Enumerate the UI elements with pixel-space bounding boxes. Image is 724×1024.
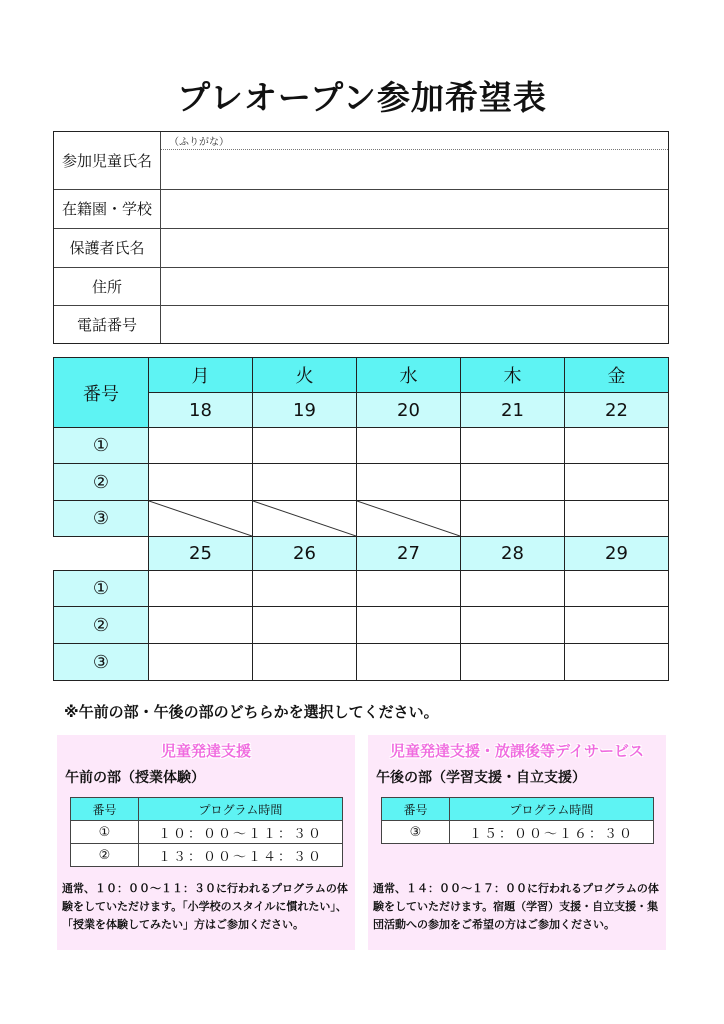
- program-header-number: 番号: [71, 798, 139, 821]
- schedule-table: [53, 357, 669, 681]
- date-header: 22: [565, 393, 669, 428]
- program-time: １５：００〜１６：３０: [450, 821, 654, 844]
- label-guardian-name: 保護者氏名: [54, 228, 161, 267]
- slot-label: ②: [54, 464, 149, 501]
- label-school: 在籍園・学校: [54, 189, 161, 228]
- selection-note: ※午前の部・午後の部のどちらかを選択してください。: [64, 703, 439, 721]
- schedule-cell[interactable]: [149, 607, 253, 644]
- strike-line-icon: [357, 501, 460, 536]
- date-header: 27: [357, 537, 461, 571]
- session-description: 通常、１４：００〜１７：００に行われるプログラムの体験をしていただけます。宿題（学習）支援・自立支援・集団活動への参加をご希望の方はご参加ください。: [373, 882, 659, 931]
- schedule-cell[interactable]: [357, 464, 461, 501]
- applicant-info-form: [53, 131, 669, 344]
- schedule-cell[interactable]: [461, 607, 565, 644]
- schedule-cell[interactable]: [565, 464, 669, 501]
- schedule-cell[interactable]: [253, 464, 357, 501]
- day-header: 木: [461, 358, 565, 393]
- program-time: １３：００〜１４：３０: [139, 844, 343, 867]
- day-header: 水: [357, 358, 461, 393]
- schedule-cell[interactable]: [253, 644, 357, 681]
- schedule-cell[interactable]: [461, 501, 565, 537]
- unavailable-cell: [149, 501, 253, 537]
- schedule-cell[interactable]: [357, 644, 461, 681]
- program-number: ①: [71, 821, 139, 844]
- date-header: 20: [357, 393, 461, 428]
- schedule-cell[interactable]: [253, 428, 357, 464]
- number-header: 番号: [54, 358, 149, 428]
- address-field[interactable]: [161, 267, 668, 305]
- program-table: [70, 797, 343, 867]
- label-phone: 電話番号: [54, 305, 161, 343]
- afternoon-session-panel: [368, 735, 666, 950]
- morning-session-panel: [57, 735, 355, 950]
- schedule-cell[interactable]: [149, 644, 253, 681]
- unavailable-cell: [357, 501, 461, 537]
- session-title: 午前の部（授業体験）: [65, 770, 205, 786]
- date-header: 21: [461, 393, 565, 428]
- date-header: 25: [149, 537, 253, 571]
- service-badge: 児童発達支援: [160, 742, 251, 760]
- schedule-cell[interactable]: [461, 644, 565, 681]
- guardian-name-field[interactable]: [161, 228, 668, 267]
- school-field[interactable]: [161, 189, 668, 228]
- session-title: 午後の部（学習支援・自立支援）: [376, 770, 586, 786]
- schedule-cell[interactable]: [461, 428, 565, 464]
- day-header: 月: [149, 358, 253, 393]
- schedule-cell[interactable]: [461, 464, 565, 501]
- child-name-field[interactable]: [161, 149, 668, 189]
- program-header-number: 番号: [382, 798, 450, 821]
- page-title: プレオープン参加希望表: [177, 78, 547, 117]
- schedule-cell[interactable]: [565, 571, 669, 607]
- program-header-time: プログラム時間: [139, 798, 343, 821]
- program-time: １０：００〜１１：３０: [139, 821, 343, 844]
- day-header: 火: [253, 358, 357, 393]
- schedule-cell[interactable]: [149, 428, 253, 464]
- strike-line-icon: [149, 501, 252, 536]
- schedule-cell[interactable]: [565, 501, 669, 537]
- program-number: ②: [71, 844, 139, 867]
- slot-label: ②: [54, 607, 149, 644]
- schedule-cell[interactable]: [565, 428, 669, 464]
- date-header: 18: [149, 393, 253, 428]
- date-header: 26: [253, 537, 357, 571]
- schedule-cell[interactable]: [565, 607, 669, 644]
- day-header: 金: [565, 358, 669, 393]
- date-header: 29: [565, 537, 669, 571]
- slot-label: ③: [54, 501, 149, 537]
- schedule-cell[interactable]: [461, 571, 565, 607]
- phone-field[interactable]: [161, 305, 668, 343]
- unavailable-cell: [253, 501, 357, 537]
- program-number: ③: [382, 821, 450, 844]
- label-address: 住所: [54, 267, 161, 305]
- schedule-cell[interactable]: [357, 607, 461, 644]
- schedule-cell[interactable]: [253, 607, 357, 644]
- schedule-cell[interactable]: [149, 464, 253, 501]
- date-header: 19: [253, 393, 357, 428]
- service-badge: 児童発達支援・放課後等デイサービス: [390, 742, 644, 760]
- date-header: 28: [461, 537, 565, 571]
- program-header-time: プログラム時間: [450, 798, 654, 821]
- session-description: 通常、１０：００〜１１：３０に行われるプログラムの体験をしていただけます。「小学校のスタイルに慣れたい」、「授業を体験してみたい」方はご参加ください。: [62, 882, 348, 931]
- furigana-label: （ふりがな）: [169, 137, 229, 148]
- program-table: [381, 797, 654, 844]
- slot-label: ①: [54, 428, 149, 464]
- schedule-cell[interactable]: [253, 571, 357, 607]
- slot-label: ①: [54, 571, 149, 607]
- schedule-cell[interactable]: [149, 571, 253, 607]
- slot-label: ③: [54, 644, 149, 681]
- label-child-name: 参加児童氏名: [54, 132, 161, 189]
- schedule-cell[interactable]: [565, 644, 669, 681]
- schedule-cell[interactable]: [357, 571, 461, 607]
- strike-line-icon: [253, 501, 356, 536]
- schedule-cell[interactable]: [357, 428, 461, 464]
